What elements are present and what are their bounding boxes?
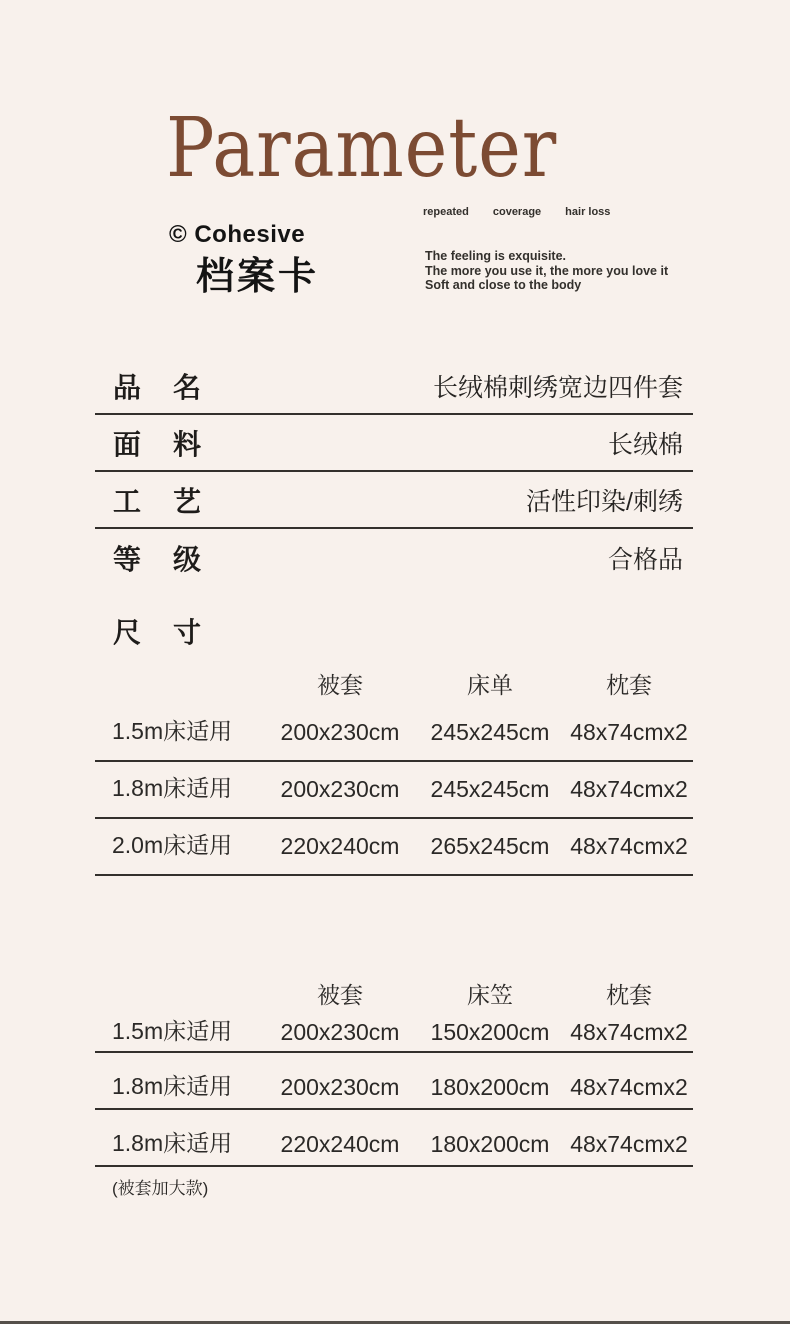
tagline-line-1: The feeling is exquisite. xyxy=(425,249,567,263)
table-header-row xyxy=(95,973,693,1013)
row-label: 1.8m床适用 xyxy=(112,1073,233,1099)
table-row xyxy=(95,1110,693,1167)
spec-label: 工 艺 xyxy=(113,485,201,517)
size-cell: 48x74cmx2 xyxy=(570,833,688,859)
size-cell: 200x230cm xyxy=(280,1074,400,1100)
column-header-bed-sheet: 床单 xyxy=(467,671,513,698)
page-title: Parameter xyxy=(166,101,558,196)
tagline-line-3: Soft and close to the body xyxy=(425,278,582,292)
size-table-1 xyxy=(95,661,693,876)
size-cell: 180x200cm xyxy=(430,1131,550,1157)
oversized-duvet-footnote: (被套加大款) xyxy=(112,1179,209,1198)
spec-label: 面 料 xyxy=(113,428,201,460)
spec-row-size xyxy=(95,602,693,659)
keyword-coverage: coverage xyxy=(492,206,542,218)
table-header-row xyxy=(95,661,693,705)
keyword-list xyxy=(423,206,610,218)
spec-list xyxy=(95,358,693,659)
tagline-line-2: The more you use it, the more you love it xyxy=(425,263,669,278)
size-cell: 200x230cm xyxy=(280,776,400,802)
size-cell: 200x230cm xyxy=(280,719,400,745)
spec-row-grade xyxy=(95,529,693,586)
spec-row-craft xyxy=(95,472,693,529)
size-cell: 48x74cmx2 xyxy=(570,776,688,802)
size-cell: 265x245cm xyxy=(430,833,550,859)
spec-row-fabric xyxy=(95,415,693,472)
column-header-fitted-sheet: 床笠 xyxy=(467,981,513,1008)
spec-label: 等 级 xyxy=(113,543,201,575)
table-row xyxy=(95,1013,693,1053)
spec-label: 尺 寸 xyxy=(113,616,201,648)
keyword-hair-loss: hair loss xyxy=(565,206,611,218)
size-cell: 48x74cmx2 xyxy=(570,1019,688,1045)
spec-value: 长绒棉刺绣宽边四件套 xyxy=(432,373,683,402)
column-header-pillowcase: 枕套 xyxy=(606,671,652,698)
size-cell: 245x245cm xyxy=(430,776,550,802)
row-label: 1.5m床适用 xyxy=(112,718,233,744)
column-header-duvet-cover: 被套 xyxy=(317,981,363,1008)
table-row xyxy=(95,1053,693,1110)
spec-row-product-name xyxy=(95,358,693,415)
row-label: 1.8m床适用 xyxy=(112,1130,233,1156)
size-cell: 200x230cm xyxy=(280,1019,400,1045)
spec-label: 品 名 xyxy=(113,371,201,403)
column-header-duvet-cover: 被套 xyxy=(317,671,363,698)
spec-value: 长绒棉 xyxy=(607,430,683,459)
size-cell: 48x74cmx2 xyxy=(570,719,688,745)
keyword-repeated: repeated xyxy=(423,206,469,218)
size-cell: 220x240cm xyxy=(280,1131,400,1157)
size-cell: 150x200cm xyxy=(430,1019,550,1045)
brand-copyright: © Cohesive xyxy=(169,221,306,248)
size-table-2 xyxy=(95,973,693,1167)
table-row xyxy=(95,762,693,819)
archive-card-label: 档案卡 xyxy=(196,256,320,298)
row-label: 1.8m床适用 xyxy=(112,775,233,801)
row-label: 1.5m床适用 xyxy=(112,1018,233,1044)
table-row xyxy=(95,705,693,762)
spec-value: 活性印染/刺绣 xyxy=(526,487,683,516)
size-cell: 48x74cmx2 xyxy=(570,1074,688,1100)
size-cell: 48x74cmx2 xyxy=(570,1131,688,1157)
row-label: 2.0m床适用 xyxy=(112,832,233,858)
column-header-pillowcase: 枕套 xyxy=(606,981,652,1008)
size-cell: 180x200cm xyxy=(430,1074,550,1100)
size-cell: 245x245cm xyxy=(430,719,550,745)
spec-value: 合格品 xyxy=(607,545,683,574)
table-row xyxy=(95,819,693,876)
tagline xyxy=(425,249,668,293)
size-cell: 220x240cm xyxy=(280,833,400,859)
